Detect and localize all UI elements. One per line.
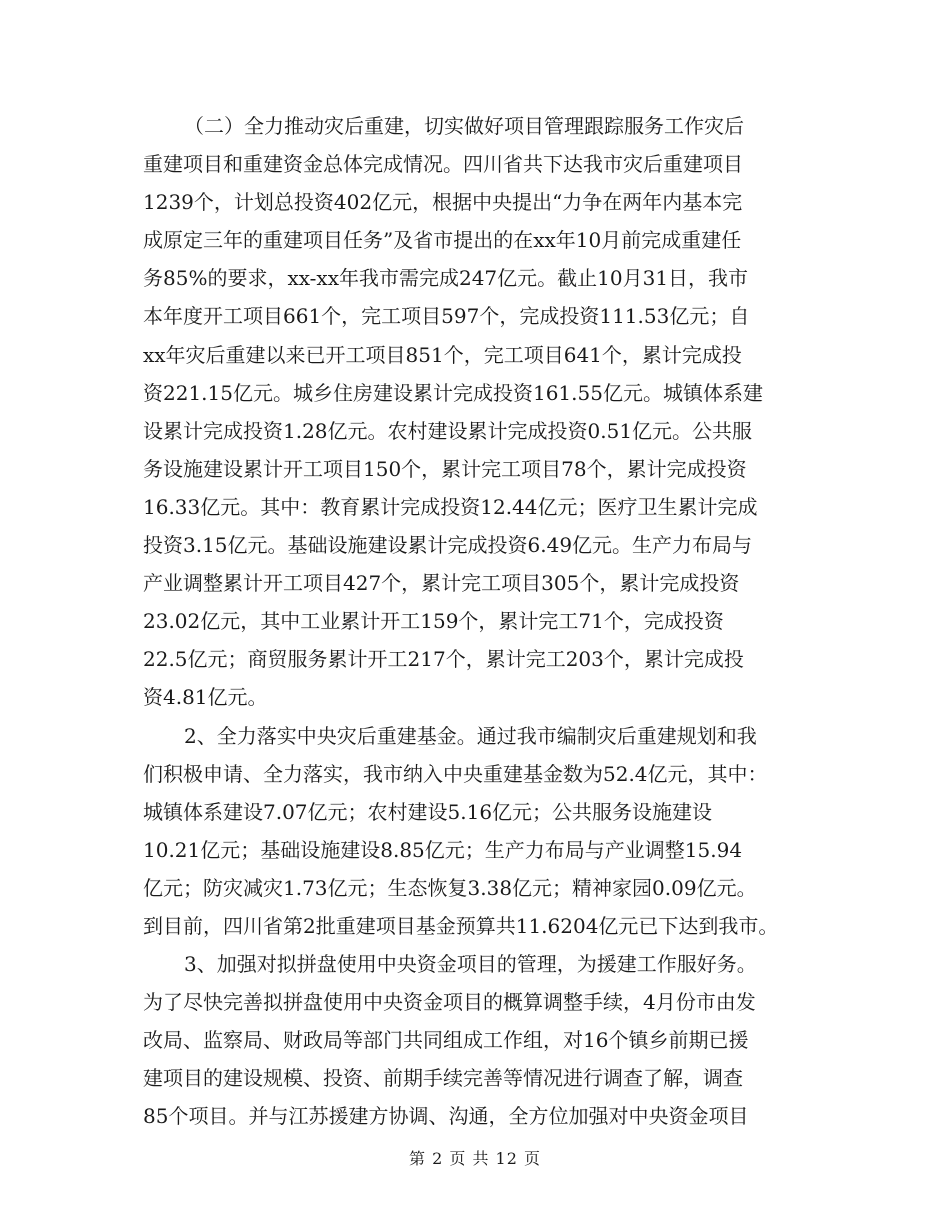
paragraph-line: xx年灾后重建以来已开工项目851个，完工项目641个，累计完成投 bbox=[143, 342, 742, 367]
paragraph-line: 亿元；防灾减灾1.73亿元；生态恢复3.38亿元；精神家园0.09亿元。 bbox=[143, 875, 757, 900]
paragraph-line: 设累计完成投资1.28亿元。农村建设累计完成投资0.51亿元。公共服 bbox=[143, 418, 753, 443]
paragraph-line: 为了尽快完善拟拼盘使用中央资金项目的概算调整手续，4月份市由发 bbox=[143, 990, 756, 1015]
paragraph-line: 本年度开工项目661个，完工项目597个，完成投资111.53亿元；自 bbox=[143, 304, 750, 329]
paragraph-line: 1239个，计划总投资402亿元，根据中央提出“力争在两年内基本完 bbox=[143, 190, 743, 215]
paragraph-line: 务设施建设累计开工项目150个，累计完工项目78个，累计完成投资 bbox=[143, 456, 747, 481]
paragraph-line: 22.5亿元；商贸服务累计开工217个，累计完工203个，累计完成投 bbox=[143, 647, 744, 672]
paragraph-line: 23.02亿元，其中工业累计开工159个，累计完工71个，完成投资 bbox=[143, 609, 724, 634]
paragraph-line: 16.33亿元。其中：教育累计完成投资12.44亿元；医疗卫生累计完成 bbox=[143, 494, 758, 519]
paragraph-line: 资4.81亿元。 bbox=[143, 685, 268, 710]
paragraph-line: 投资3.15亿元。基础设施建设累计完成投资6.49亿元。生产力布局与 bbox=[143, 533, 753, 558]
paragraph-first-line: （二）全力推动灾后重建，切实做好项目管理跟踪服务工作灾后 bbox=[184, 114, 744, 138]
paragraph-line: 建项目的建设规模、投资、前期手续完善等情况进行调查了解，调查 bbox=[143, 1066, 743, 1091]
paragraph-first-line: 2、全力落实中央灾后重建基金。通过我市编制灾后重建规划和我 bbox=[184, 723, 757, 748]
paragraph-line: 10.21亿元；基础设施建设8.85亿元；生产力布局与产业调整15.94 bbox=[143, 837, 743, 862]
paragraph-line: 改局、监察局、财政局等部门共同组成工作组，对16个镇乡前期已援 bbox=[143, 1028, 749, 1053]
paragraph-line: 们积极申请、全力落实，我市纳入中央重建基金数为52.4亿元，其中： bbox=[143, 761, 768, 786]
paragraph-line: 85个项目。并与江苏援建方协调、沟通，全方位加强对中央资金项目 bbox=[143, 1104, 749, 1129]
page-footer: 第 2 页 共 12 页 bbox=[409, 1149, 541, 1168]
paragraph-line: 产业调整累计开工项目427个，累计完工项目305个，累计完成投资 bbox=[143, 571, 740, 596]
document-body bbox=[143, 107, 823, 1136]
paragraph-line: 务85%的要求，xx-xx年我市需完成247亿元。截止10月31日，我市 bbox=[143, 266, 749, 291]
paragraph-first-line: 3、加强对拟拼盘使用中央资金项目的管理，为援建工作服好务。 bbox=[184, 952, 757, 977]
paragraph-line: 重建项目和重建资金总体完成情况。四川省共下达我市灾后重建项目 bbox=[143, 152, 743, 177]
paragraph-line: 城镇体系建设7.07亿元；农村建设5.16亿元；公共服务设施建设 bbox=[143, 799, 713, 824]
paragraph-line: 资221.15亿元。城乡住房建设累计完成投资161.55亿元。城镇体系建 bbox=[143, 380, 763, 405]
paragraph-line: 到目前，四川省第2批重建项目基金预算共11.6204亿元已下达到我市。 bbox=[143, 913, 779, 938]
paragraph-line: 成原定三年的重建项目任务”及省市提出的在xx年10月前完成重建任 bbox=[143, 228, 742, 253]
